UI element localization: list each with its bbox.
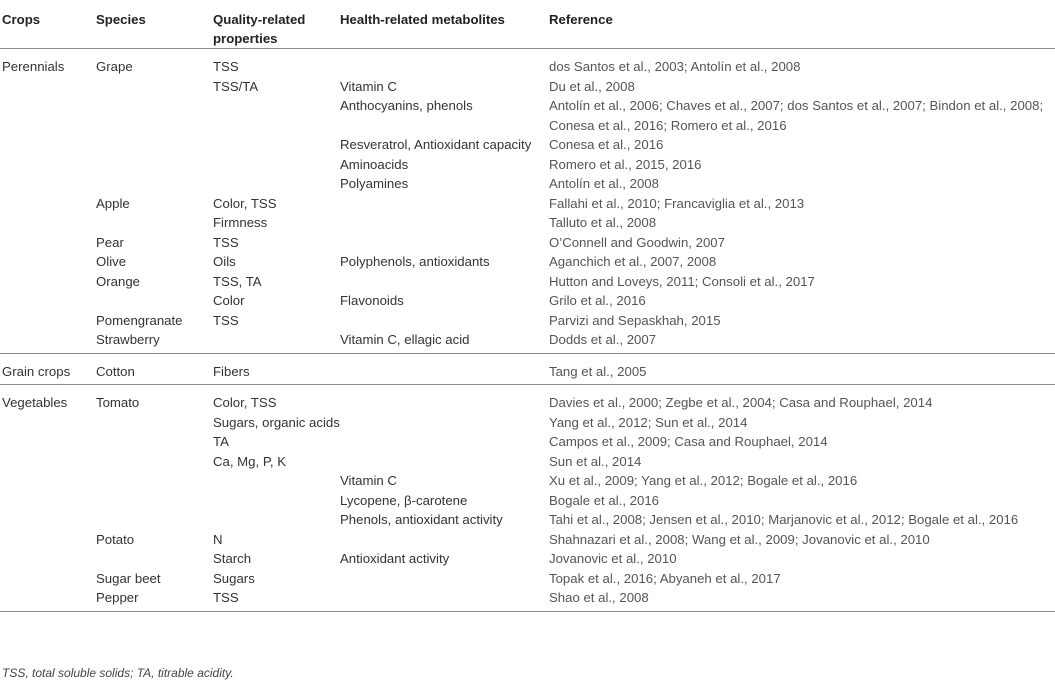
table-row: [0, 77, 1055, 97]
cell-health: [340, 213, 549, 233]
cell-species: [96, 77, 213, 97]
cell-health: Polyamines: [340, 176, 409, 191]
cell-quality: TA: [213, 434, 229, 449]
cell-crop: Grain crops: [2, 363, 71, 379]
cell-crop: [0, 194, 96, 214]
cell-quality: TSS: [213, 590, 239, 605]
cell-reference: Antolín et al., 2006; Chaves et al., 2007; dos Santos et al., 2007; Bindon et al., 2008; Conesa et al., 2016; Romero et al., 2016: [549, 98, 1044, 133]
header-quality: [213, 0, 340, 49]
cell-reference: Xu et al., 2009; Yang et al., 2012; Bogale et al., 2016: [549, 473, 858, 488]
cell-reference: Parvizi and Sepaskhah, 2015: [549, 312, 721, 328]
cell-health: [340, 385, 549, 413]
cell-quality: N: [213, 531, 223, 547]
cell-crop: [0, 252, 96, 272]
cell-crop: [0, 233, 96, 253]
cell-quality: Firmness: [213, 215, 268, 230]
cell-quality: TSS, TA: [213, 273, 262, 289]
cell-quality: TSS: [213, 312, 239, 328]
cell-health: Resveratrol, Antioxidant capacity: [340, 137, 532, 152]
cell-species: Cotton: [96, 363, 135, 379]
cell-quality: [213, 135, 340, 155]
cell-quality: Fibers: [213, 363, 250, 379]
cell-quality: [213, 96, 340, 135]
cell-crop: Perennials: [2, 59, 65, 74]
cell-health: [340, 49, 549, 77]
cell-quality: Color: [213, 293, 245, 308]
cell-crop: [0, 569, 96, 589]
cell-reference: Romero et al., 2015, 2016: [549, 156, 702, 172]
cell-crop: [0, 330, 96, 353]
cell-crop: [0, 77, 96, 97]
table-row: [0, 291, 1055, 311]
cell-species: Potato: [96, 531, 135, 547]
cell-reference: Hutton and Loveys, 2011; Consoli et al., 2017: [549, 273, 815, 289]
cell-reference: Fallahi et al., 2010; Francaviglia et al., 2013: [549, 195, 805, 211]
cell-reference: Shahnazari et al., 2008; Wang et al., 2009; Jovanovic et al., 2010: [549, 531, 930, 547]
cell-reference: Yang et al., 2012; Sun et al., 2014: [549, 414, 748, 430]
cell-species: [96, 155, 213, 175]
cell-health: [340, 530, 549, 550]
cell-health: [340, 432, 549, 452]
cell-species: [96, 174, 213, 194]
cell-health: Vitamin C: [340, 78, 397, 94]
cell-crop: [0, 135, 96, 155]
table-row: [0, 432, 1055, 452]
cell-reference: Sun et al., 2014: [549, 453, 642, 469]
table-row: [0, 311, 1055, 331]
cell-crop: [0, 174, 96, 194]
cell-species: [96, 213, 213, 233]
cell-reference: Tahi et al., 2008; Jensen et al., 2010; Marjanovic et al., 2012; Bogale et al., 2016: [549, 512, 1019, 527]
table-row: [0, 213, 1055, 233]
cell-crop: [0, 471, 96, 491]
cell-crop: [0, 213, 96, 233]
cell-crop: [0, 549, 96, 569]
cell-reference: Topak et al., 2016; Abyaneh et al., 2017: [549, 570, 781, 586]
cell-health: Phenols, antioxidant activity: [340, 512, 503, 527]
cell-quality: [213, 174, 340, 194]
table-row: [0, 49, 1055, 77]
header-row: [0, 0, 1055, 49]
cell-health: Flavonoids: [340, 293, 404, 308]
cell-quality: TSS/TA: [213, 78, 259, 94]
cell-health: Aminoacids: [340, 156, 409, 172]
cell-quality: Color, TSS: [213, 195, 277, 211]
cell-reference: Talluto et al., 2008: [549, 215, 657, 230]
cell-crop: [0, 432, 96, 452]
table-footnote: TSS, total soluble solids; TA, titrable acidity.: [2, 666, 234, 680]
cell-quality: TSS: [213, 234, 239, 250]
table-row: [0, 530, 1055, 550]
cell-quality: [213, 510, 340, 530]
table-row: [0, 174, 1055, 194]
table-row: [0, 233, 1055, 253]
cell-species: Olive: [96, 254, 127, 269]
cell-health: [340, 311, 549, 331]
cell-species: Strawberry: [96, 332, 160, 347]
cell-crop: [0, 588, 96, 611]
table-row: [0, 155, 1055, 175]
cell-reference: Aganchich et al., 2007, 2008: [549, 254, 717, 269]
cell-crop: [0, 510, 96, 530]
cell-reference: Campos et al., 2009; Casa and Rouphael, 2014: [549, 434, 828, 449]
table-row: [0, 471, 1055, 491]
cell-species: Grape: [96, 59, 133, 74]
table-row: [0, 413, 1055, 433]
table-row: [0, 353, 1055, 385]
table-row: [0, 330, 1055, 353]
cell-reference: Dodds et al., 2007: [549, 332, 657, 347]
cell-crop: [0, 311, 96, 331]
cell-reference: Tang et al., 2005: [549, 363, 647, 379]
table-row: [0, 385, 1055, 413]
cell-crop: [0, 413, 96, 433]
table-row: [0, 588, 1055, 611]
cell-quality: Color, TSS: [213, 395, 277, 410]
cell-species: [96, 491, 213, 511]
cell-species: [96, 471, 213, 491]
cell-crop: [0, 155, 96, 175]
cell-quality: [213, 155, 340, 175]
header-crops: Crops: [0, 0, 96, 49]
cell-species: [96, 549, 213, 569]
cell-health: Anthocyanins, phenols: [340, 98, 473, 113]
cell-reference: Conesa et al., 2016: [549, 137, 664, 152]
cell-quality: Oils: [213, 254, 236, 269]
cell-crop: Vegetables: [2, 395, 68, 410]
header-quality-line1: Quality-related: [213, 12, 306, 27]
cell-crop: [0, 96, 96, 135]
cell-species: Tomato: [96, 395, 140, 410]
cell-species: Apple: [96, 195, 130, 211]
header-health: Health-related metabolites: [340, 0, 549, 49]
cell-health: Polyphenols, antioxidants: [340, 254, 490, 269]
cell-species: Orange: [96, 273, 140, 289]
cell-health: [340, 272, 549, 292]
table-row: [0, 510, 1055, 530]
cell-health: Antioxidant activity: [340, 551, 450, 566]
cell-quality: TSS: [213, 59, 239, 74]
cell-quality: Ca, Mg, P, K: [213, 453, 287, 469]
cell-health: Vitamin C, ellagic acid: [340, 332, 470, 347]
cell-health: [340, 588, 549, 611]
cell-crop: [0, 530, 96, 550]
table-row: [0, 272, 1055, 292]
table-row: [0, 135, 1055, 155]
cell-species: [96, 432, 213, 452]
cell-species: [96, 291, 213, 311]
cell-quality: [213, 330, 340, 353]
cell-species: [96, 96, 213, 135]
cell-crop: [0, 452, 96, 472]
cell-reference: Du et al., 2008: [549, 78, 635, 94]
cell-health: Vitamin C: [340, 473, 397, 488]
table-row: [0, 96, 1055, 135]
cell-species: Pear: [96, 234, 124, 250]
cell-quality: Sugars, organic acids: [213, 414, 340, 430]
cell-crop: [0, 272, 96, 292]
cell-reference: Davies et al., 2000; Zegbe et al., 2004; Casa and Rouphael, 2014: [549, 395, 933, 410]
cell-reference: dos Santos et al., 2003; Antolín et al., 2008: [549, 59, 801, 74]
cell-health: [340, 569, 549, 589]
cell-species: [96, 413, 213, 433]
cell-quality: Sugars: [213, 570, 255, 586]
cell-health: [340, 452, 549, 472]
cell-reference: O’Connell and Goodwin, 2007: [549, 234, 725, 250]
cell-quality: [213, 471, 340, 491]
cell-species: [96, 135, 213, 155]
cell-health: [340, 194, 549, 214]
cell-species: Pepper: [96, 590, 139, 605]
cell-crop: [0, 291, 96, 311]
table-row: [0, 194, 1055, 214]
cell-species: [96, 452, 213, 472]
header-quality-line2: properties: [213, 31, 278, 46]
cell-quality: [213, 491, 340, 511]
cell-species: [96, 510, 213, 530]
cell-quality: Starch: [213, 551, 252, 566]
header-reference: Reference: [549, 0, 1055, 49]
table-row: [0, 549, 1055, 569]
cell-health: [340, 413, 549, 433]
cell-reference: Antolín et al., 2008: [549, 176, 659, 191]
cell-crop: [0, 491, 96, 511]
cell-reference: Shao et al., 2008: [549, 590, 649, 605]
cell-health: Lycopene, β-carotene: [340, 492, 468, 508]
cell-reference: Bogale et al., 2016: [549, 492, 659, 508]
cell-reference: Grilo et al., 2016: [549, 293, 646, 308]
table-row: [0, 252, 1055, 272]
table-row: [0, 569, 1055, 589]
header-species: Species: [96, 0, 213, 49]
table-row: [0, 491, 1055, 511]
cell-health: [340, 233, 549, 253]
cell-reference: Jovanovic et al., 2010: [549, 551, 677, 566]
cell-species: Pomengranate: [96, 312, 183, 328]
cell-health: [340, 353, 549, 385]
table-row: [0, 452, 1055, 472]
cell-species: Sugar beet: [96, 570, 161, 586]
